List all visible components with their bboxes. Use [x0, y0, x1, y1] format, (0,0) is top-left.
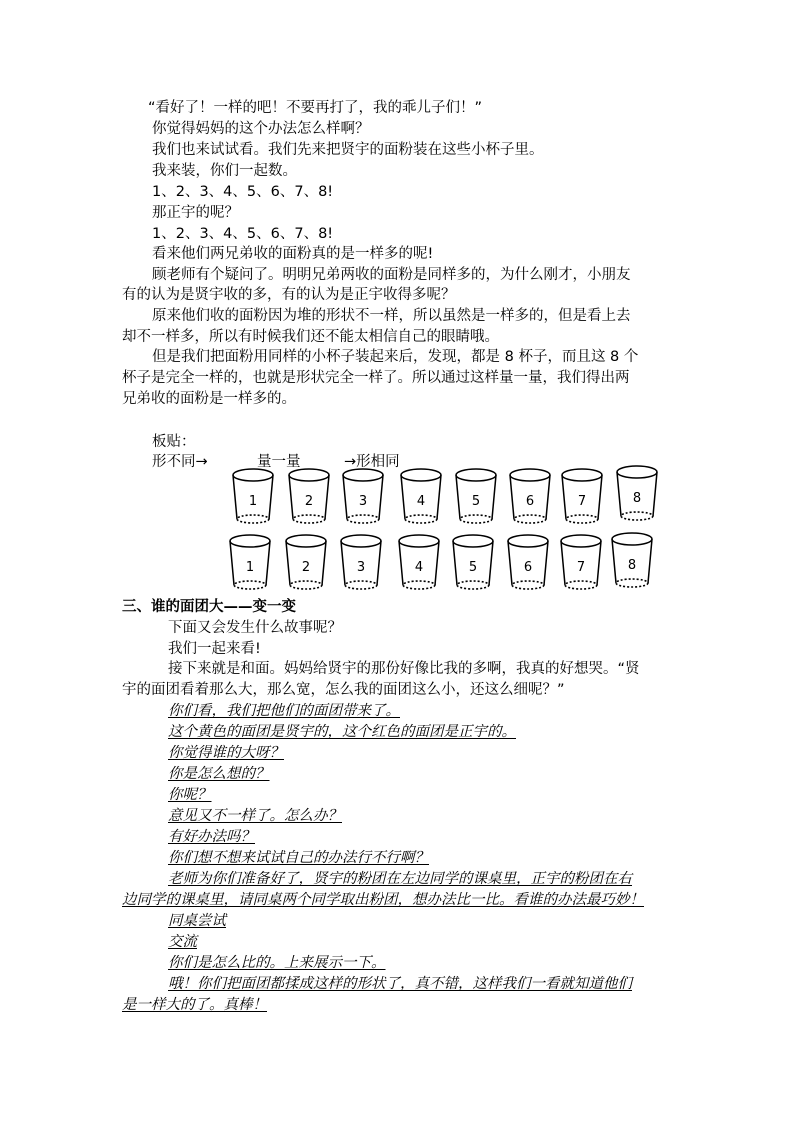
cup-number: 1 — [245, 560, 255, 575]
cup-number: 6 — [525, 494, 535, 509]
cup-number: 7 — [576, 560, 586, 575]
cup-number: 4 — [414, 560, 424, 575]
italic-line: 你呢？ — [168, 787, 212, 803]
text-line: 看来他们两兄弟收的面粉真的是一样多的呢! — [152, 246, 434, 262]
cup-bottom-3 — [341, 535, 381, 589]
text-line: 但是我们把面粉用同样的小杯子装起来后，发现，都是 8 杯子，而且这 8 个 — [152, 349, 639, 365]
cup-top-4 — [401, 469, 441, 523]
cup-top-7 — [562, 469, 602, 523]
count-line: 1、2、3、4、5、6、7、8! — [152, 184, 334, 200]
italic-line: 哦！你们把面团都揉成这样的形状了，真不错，这样我们一看就知道他们 — [168, 976, 632, 992]
text-line: 顾老师有个疑问了。明明兄弟两收的面粉是同样多的，为什么刚才，小朋友 — [152, 267, 631, 283]
italic-line: 老师为你们准备好了，贤宇的粉团在左边同学的课桌里，正宇的粉团在右 — [168, 871, 632, 887]
shape-different-label: 形不同→ — [152, 454, 208, 470]
cup-number: 1 — [248, 494, 258, 509]
text-line: 兄弟收的面粉是一样多的。 — [122, 391, 296, 407]
measure-label: 量一量 — [257, 454, 301, 470]
cup-top-1 — [233, 469, 273, 523]
text-line: 有的认为是贤宇收的多，有的认为是正宇收得多呢？ — [122, 287, 456, 303]
italic-line: 你们看，我们把他们的面团带来了。 — [168, 703, 400, 719]
text-line: 我们也来试试看。我们先来把贤宇的面粉装在这些小杯子里。 — [152, 142, 544, 158]
count-line: 1、2、3、4、5、6、7、8! — [152, 226, 334, 242]
italic-line: 你们是怎么比的。上来展示一下。 — [168, 955, 386, 971]
cup-bottom-5 — [453, 535, 493, 589]
italic-line: 意见又不一样了。怎么办？ — [168, 808, 342, 824]
cup-top-8 — [617, 466, 657, 520]
cup-top-5 — [456, 469, 496, 523]
text-line: 接下来就是和面。妈妈给贤宇的那份好像比我的多啊，我真的好想哭。“贤 — [168, 661, 640, 677]
text-line: 你觉得妈妈的这个办法怎么样啊？ — [152, 121, 370, 137]
cup-top-2 — [289, 469, 329, 523]
text-line: 我们一起来看! — [168, 641, 261, 657]
text-line: 下面又会发生什么故事呢？ — [168, 620, 342, 636]
text-line: 却不一样多，所以有时候我们还不能太相信自己的眼睛哦。 — [122, 329, 499, 345]
italic-line: 这个黄色的面团是贤宇的，这个红色的面团是正宇的。 — [168, 724, 516, 740]
quote-line: “看好了！一样的吧！不要再打了，我的乖儿子们！” — [148, 100, 483, 116]
cup-bottom-4 — [399, 535, 439, 589]
italic-line: 是一样大的了。真棒！ — [122, 997, 267, 1013]
cup-number: 4 — [416, 494, 426, 509]
cup-bottom-8 — [612, 533, 652, 587]
italic-line: 交流 — [168, 934, 197, 950]
cup-number: 5 — [471, 494, 481, 509]
cup-number: 7 — [577, 494, 587, 509]
cup-number: 5 — [468, 560, 478, 575]
cup-number: 6 — [523, 560, 533, 575]
shape-same-label: →形相同 — [344, 454, 400, 470]
cup-number: 3 — [358, 494, 368, 509]
cup-bottom-2 — [286, 535, 326, 589]
text-line: 原来他们收的面粉因为堆的形状不一样，所以虽然是一样多的，但是看上去 — [152, 308, 631, 324]
italic-line: 边同学的课桌里，请同桌两个同学取出粉团，想办法比一比。看谁的办法最巧妙！ — [122, 892, 644, 908]
text-line: 杯子是完全一样的，也就是形状完全一样了。所以通过这样量一量，我们得出两 — [122, 370, 630, 386]
cup-number: 3 — [356, 560, 366, 575]
cup-bottom-6 — [508, 535, 548, 589]
section-heading: 三、谁的面团大——变一变 — [122, 599, 296, 615]
cup-number: 2 — [304, 494, 314, 509]
text-line: 宇的面团看着那么大，那么宽，怎么我的面团这么小，还这么细呢？” — [122, 682, 565, 698]
text-line: 那正宇的呢？ — [152, 205, 239, 221]
cup-number: 8 — [632, 491, 642, 506]
cup-number: 8 — [627, 558, 637, 573]
cup-bottom-1 — [230, 535, 270, 589]
italic-line: 同桌尝试 — [168, 913, 226, 929]
italic-line: 有好办法吗？ — [168, 829, 255, 845]
italic-line: 你觉得谁的大呀？ — [168, 745, 284, 761]
text-line: 我来装，你们一起数。 — [152, 163, 297, 179]
board-label: 板贴： — [152, 434, 196, 450]
cup-top-6 — [510, 469, 550, 523]
cup-top-3 — [343, 469, 383, 523]
cup-number: 2 — [301, 560, 311, 575]
cup-bottom-7 — [561, 535, 601, 589]
italic-line: 你们想不想来试试自己的办法行不行啊？ — [168, 850, 429, 866]
italic-line: 你是怎么想的？ — [168, 766, 270, 782]
